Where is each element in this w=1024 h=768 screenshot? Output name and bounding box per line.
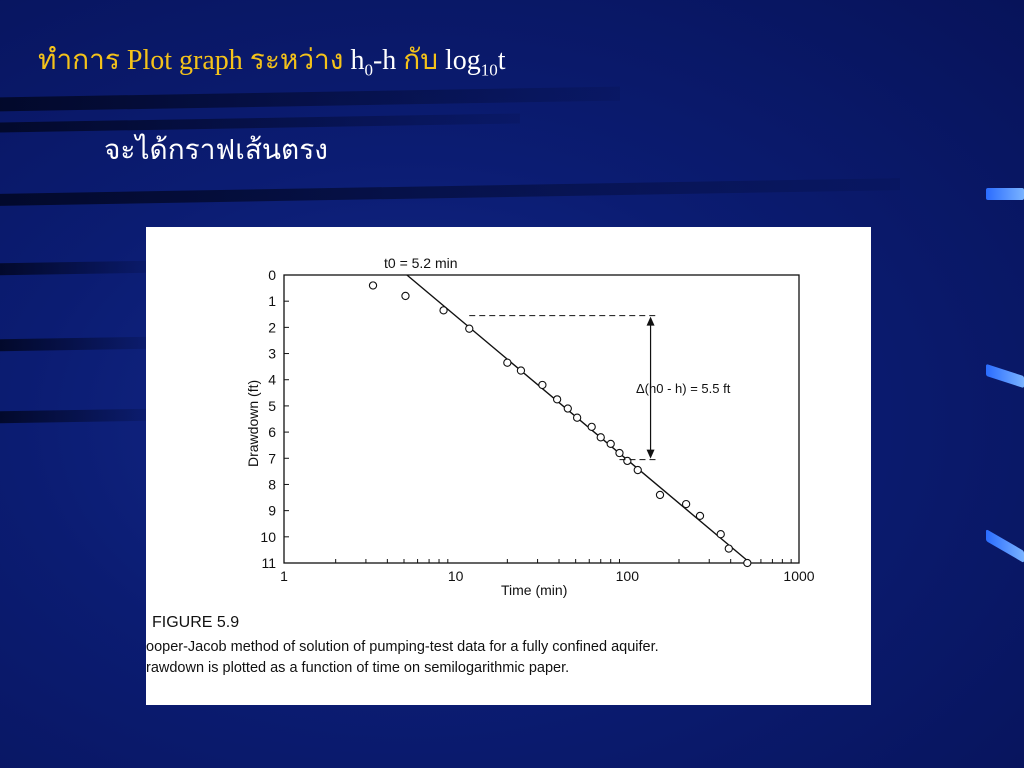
figure-caption-line1: ooper-Jacob method of solution of pumping-test data for a fully confined aquifer. <box>146 639 659 655</box>
data-point <box>517 367 524 374</box>
title-log-sub: 10 <box>480 60 498 80</box>
figure-caption-line2: rawdown is plotted as a function of time on semilogarithmic paper. <box>146 660 570 676</box>
figure-panel <box>146 227 871 705</box>
data-point <box>607 440 614 447</box>
data-point <box>466 325 473 332</box>
x-tick-label: 10 <box>447 568 464 584</box>
y-axis-ticks <box>260 267 289 571</box>
t0-annotation: t0 = 5.2 min <box>384 255 458 271</box>
data-point <box>564 405 571 412</box>
data-point <box>744 559 751 566</box>
y-tick-label: 0 <box>268 267 276 283</box>
accent-bar-1 <box>986 188 1024 200</box>
y-tick-label: 7 <box>268 450 276 467</box>
y-tick-label: 10 <box>260 528 276 545</box>
y-tick-label: 1 <box>268 293 276 310</box>
data-point <box>504 359 511 366</box>
slide-title <box>38 38 506 82</box>
data-point <box>656 491 663 498</box>
x-axis-label: Time (min) <box>501 582 568 598</box>
y-tick-label: 9 <box>268 502 276 519</box>
title-log: log <box>445 45 481 76</box>
data-point <box>369 282 376 289</box>
title-part2: กับ <box>396 45 445 76</box>
plot-frame <box>284 275 799 563</box>
delta-bracket <box>469 316 657 460</box>
x-tick-label: 100 <box>615 568 640 584</box>
title-part1: ทำการ Plot graph ระหว่าง <box>38 45 351 76</box>
title-t: t <box>497 45 506 76</box>
x-tick-label: 1000 <box>783 568 815 584</box>
data-point <box>554 396 561 403</box>
y-tick-label: 5 <box>268 397 276 414</box>
y-tick-label: 11 <box>261 555 276 571</box>
x-tick-label: 1 <box>280 568 288 584</box>
data-point <box>683 500 690 507</box>
data-point <box>402 292 409 299</box>
data-point <box>616 449 623 456</box>
data-point <box>624 457 631 464</box>
title-h: h <box>350 45 365 76</box>
y-axis-label: Drawdown (ft) <box>245 379 261 467</box>
data-point <box>696 512 703 519</box>
data-point <box>725 545 732 552</box>
data-point <box>574 414 581 421</box>
y-tick-label: 2 <box>268 319 276 336</box>
data-point <box>588 423 595 430</box>
data-point <box>597 434 604 441</box>
arrow-down-icon <box>647 450 655 459</box>
data-points <box>369 282 751 567</box>
arrow-up-icon <box>647 317 655 326</box>
drawdown-chart <box>146 227 871 705</box>
data-point <box>634 466 641 473</box>
y-tick-label: 6 <box>268 424 276 441</box>
slide-subtitle: จะได้กราฟเส้นตรง <box>104 135 328 166</box>
data-point <box>539 381 546 388</box>
accent-bar-3 <box>986 529 1024 563</box>
figure-label: FIGURE 5.9 <box>152 614 240 631</box>
delta-annotation: Δ(h0 - h) = 5.5 ft <box>636 381 731 396</box>
title-h-sub: 0 <box>364 60 373 80</box>
data-point <box>440 307 447 314</box>
accent-bar-2 <box>986 364 1024 388</box>
y-tick-label: 8 <box>268 476 276 493</box>
data-point <box>717 531 724 538</box>
y-tick-label: 4 <box>268 371 276 388</box>
y-tick-label: 3 <box>268 345 276 362</box>
title-dash-h: -h <box>372 45 397 76</box>
